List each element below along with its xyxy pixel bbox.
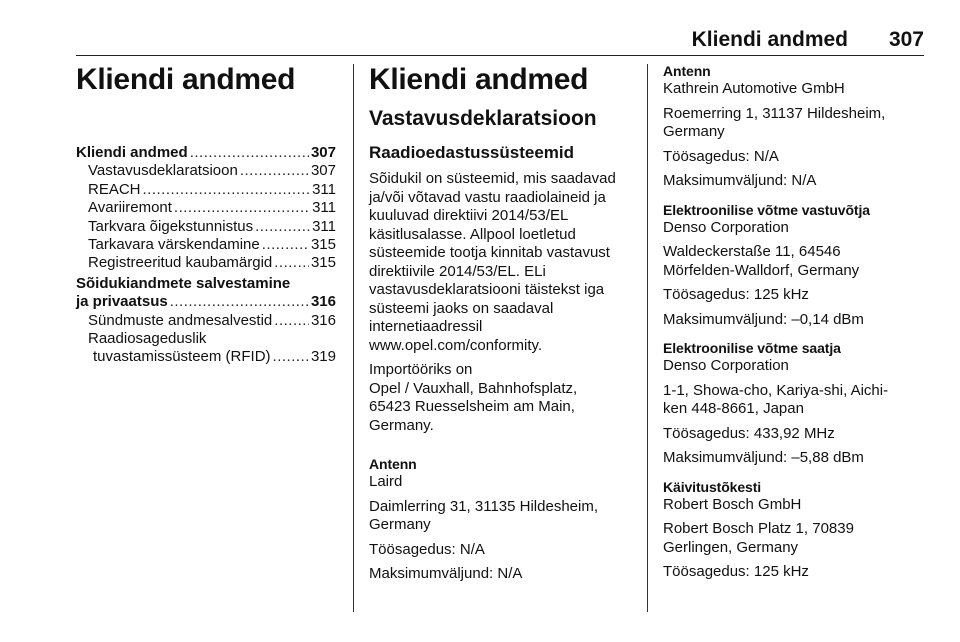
conformity-url: www.opel.com/conformity.: [369, 336, 543, 354]
toc-entry-page: 307: [310, 162, 336, 180]
antenna-kathrein-address: Roemerring 1, 31137 Hildesheim, Germany: [663, 104, 886, 140]
content-column-right: [663, 62, 925, 588]
key-receiver-power: Maksimumväljund: –0,14 dBm: [663, 310, 864, 328]
key-receiver-maker: Denso Corporation: [663, 218, 789, 236]
immobilizer-heading: Käivitustõkesti: [663, 478, 762, 495]
toc-entry-label: ja privaatsus: [76, 293, 168, 311]
antenna-laird-address: Daimlerring 31, 31135 Hildesheim, Germany: [369, 497, 598, 533]
toc-entry-label: Tarkavara värskendamine: [88, 236, 260, 254]
toc-entry-page: 311: [312, 199, 336, 217]
toc-entry-page: 315: [310, 254, 336, 272]
importer-paragraph: Importööriks on Opel / Vauxhall, Bahnhofsplatz, 65423 Ruesselsheim am Main, Germany.: [369, 361, 578, 434]
toc-entry-vastavusdeklaratsioon[interactable]: [76, 162, 336, 180]
immobilizer-maker: Robert Bosch GmbH: [663, 495, 802, 513]
header-title: Kliendi andmed: [691, 28, 848, 51]
toc-entry-tarkavara-varskendamine[interactable]: [76, 236, 336, 254]
antenna-laird-frequency: Töösagedus: N/A: [369, 540, 485, 558]
key-transmitter-heading: Elektroonilise võtme saatja: [663, 340, 841, 356]
section-heading: Vastavusdeklaratsioon: [369, 107, 597, 130]
key-transmitter-frequency: Töösagedus: 433,92 MHz: [663, 424, 835, 442]
toc-entry-label: Tarkvara õigekstunnistus: [88, 217, 254, 235]
antenna-kathrein-maker: Kathrein Automotive GmbH: [663, 80, 845, 97]
toc-entry-page: 316: [310, 311, 336, 329]
key-transmitter-address: 1-1, Showa-cho, Kariya-shi, Aichi- ken 448-8661, Japan: [663, 381, 889, 417]
toc-entry-avariiremont[interactable]: [76, 199, 336, 217]
key-transmitter-maker: Denso Corporation: [663, 357, 789, 374]
toc-entry-rfid[interactable]: [76, 348, 336, 366]
toc-entry-label: Sündmuste andmesalvestid: [88, 311, 273, 329]
column-divider-right: [647, 64, 648, 612]
toc-entry-label: Registreeritud kaubamärgid: [88, 254, 273, 272]
header-page-number: 307: [888, 28, 924, 51]
antenna-kathrein-frequency: Töösagedus: N/A: [663, 147, 779, 165]
toc-entry-page: 319: [310, 348, 336, 366]
toc-entry-label: REACH: [88, 180, 141, 198]
toc-entry-label: Avariiremont: [88, 199, 172, 217]
content-column-middle: [369, 62, 637, 590]
column-divider-left: [353, 64, 354, 612]
antenna-laird-power: Maksimumväljund: N/A: [369, 565, 523, 582]
immobilizer-address: Robert Bosch Platz 1, 70839 Gerlingen, Germany: [663, 520, 854, 556]
toc-entry-kliendi-andmed[interactable]: [76, 144, 336, 162]
subsection-heading: Raadioedastussüsteemid: [369, 143, 575, 162]
toc-entry-sundmuste-andmesalvestid[interactable]: [76, 312, 336, 330]
chapter-title: Kliendi andmed: [76, 63, 296, 96]
table-of-contents: [76, 144, 336, 367]
toc-entry-page: 315: [310, 236, 336, 254]
toc-entry-page: 311: [312, 217, 336, 235]
toc-entry-page: 307: [310, 144, 336, 161]
toc-entry-registreeritud-kaubamargid[interactable]: [76, 254, 336, 272]
antenna-laird-heading: Antenn: [369, 456, 417, 472]
section-title: Kliendi andmed: [369, 63, 589, 96]
antenna-kathrein-heading: Antenn: [663, 63, 711, 79]
toc-entry-label: Kliendi andmed: [76, 144, 188, 161]
antenna-laird-maker: Laird: [369, 473, 403, 490]
toc-entry-rfid-line1[interactable]: Raadiosageduslik: [88, 330, 207, 348]
toc-entry-page: 316: [310, 293, 336, 311]
header-rule: [76, 55, 924, 56]
key-transmitter-power: Maksimumväljund: –5,88 dBm: [663, 449, 864, 466]
toc-entry-soidukiandmete[interactable]: [76, 293, 336, 311]
antenna-kathrein-power: Maksimumväljund: N/A: [663, 172, 817, 189]
toc-entry-soidukiandmete-line1[interactable]: Sõidukiandmete salvestamine: [76, 274, 291, 292]
toc-column: [76, 62, 336, 367]
toc-entry-page: 311: [312, 180, 336, 198]
key-receiver-frequency: Töösagedus: 125 kHz: [663, 286, 809, 303]
toc-entry-label: Vastavusdeklaratsioon: [88, 162, 238, 180]
key-receiver-heading: Elektroonilise võtme vastuvõtja: [663, 201, 870, 218]
toc-entry-reach[interactable]: [76, 181, 336, 199]
key-receiver-address: Waldeckerstaße 11, 64546 Mörfelden-Walldorf, Germany: [663, 243, 860, 279]
conformity-paragraph: Sõidukil on süsteemid, mis saadavad ja/või võtavad vastu raadiolaineid ja kuuluvad direktiivi 2014/53/EL käsitlusalasse. Allpool loetletud süsteemide tootja kinnitab vastavust direktiivile 2014/53/EL. ELi vastavusdeklaratsiooni täistekst iga süsteemi jaoks on saadaval internetiaadressil www.opel.com/conformity.: [369, 170, 637, 355]
immobilizer-frequency: Töösagedus: 125 kHz: [663, 563, 809, 580]
running-header: [0, 28, 960, 56]
toc-entry-label: tuvastamissüsteem (RFID): [93, 348, 271, 366]
toc-entry-tarkvara-oigekstunnistus[interactable]: [76, 218, 336, 236]
